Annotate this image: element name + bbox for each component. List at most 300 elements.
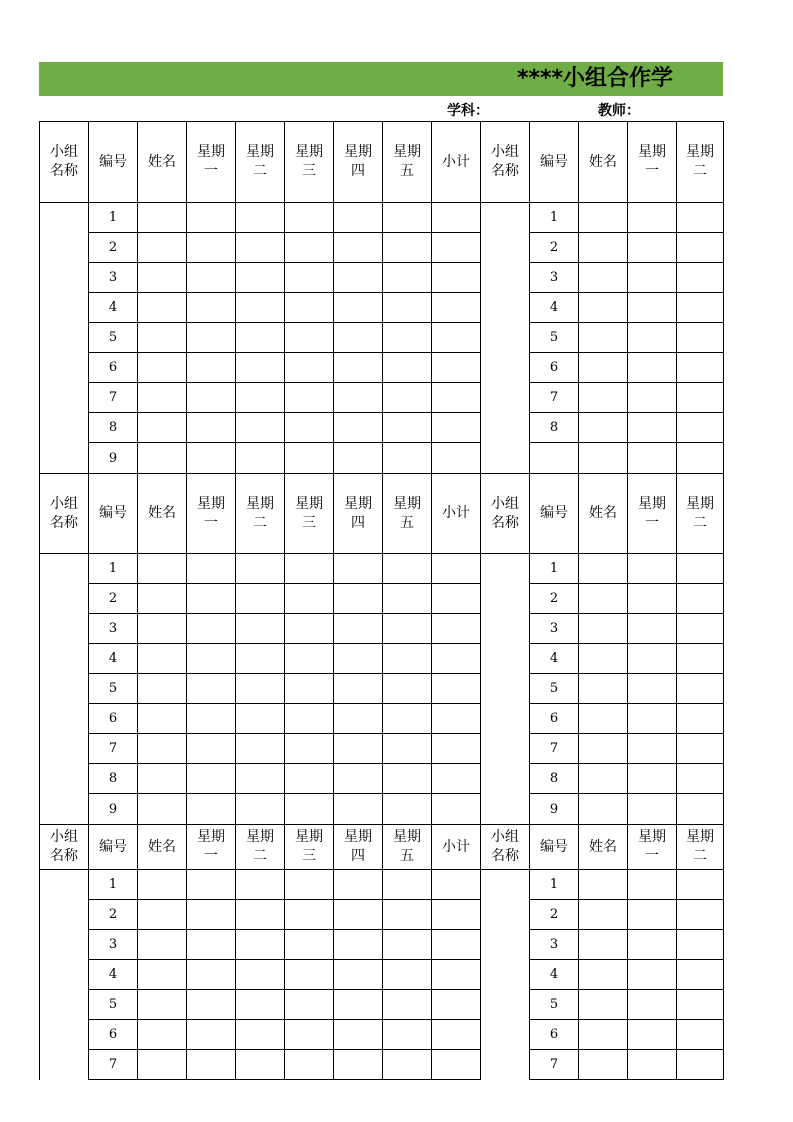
data-cell <box>382 763 431 793</box>
data-cell <box>627 1019 676 1049</box>
data-cell <box>186 262 235 292</box>
data-cell <box>676 673 724 703</box>
data-cell <box>235 352 284 382</box>
data-cell <box>627 412 676 442</box>
data-cell <box>578 322 627 352</box>
data-cell <box>676 989 724 1019</box>
data-cell <box>431 292 480 322</box>
data-cell <box>186 703 235 733</box>
row-number: 3 <box>529 613 578 643</box>
data-cell <box>137 232 186 262</box>
data-cell <box>627 733 676 763</box>
data-cell <box>382 959 431 989</box>
data-cell <box>333 1049 382 1080</box>
data-cell <box>186 553 235 583</box>
row-number: 7 <box>88 1049 137 1080</box>
data-cell <box>627 202 676 232</box>
header-cell: 姓名 <box>578 473 627 553</box>
data-cell <box>431 703 480 733</box>
data-cell <box>431 553 480 583</box>
header-cell: 星期 一 <box>186 824 235 869</box>
data-cell <box>676 793 724 824</box>
header-cell: 小组 名称 <box>480 121 529 202</box>
row-number: 3 <box>529 262 578 292</box>
header-cell: 星期 一 <box>186 473 235 553</box>
header-cell: 编号 <box>88 473 137 553</box>
data-cell <box>382 703 431 733</box>
row-number: 4 <box>529 292 578 322</box>
header-cell: 小组 名称 <box>480 824 529 869</box>
data-cell <box>333 959 382 989</box>
data-cell <box>578 869 627 899</box>
data-cell <box>676 292 724 322</box>
data-cell <box>284 733 333 763</box>
row-number: 8 <box>529 412 578 442</box>
data-cell <box>627 322 676 352</box>
data-cell <box>676 899 724 929</box>
data-cell <box>382 412 431 442</box>
data-cell <box>284 412 333 442</box>
data-cell <box>284 929 333 959</box>
row-number: 6 <box>529 703 578 733</box>
row-number: 1 <box>529 202 578 232</box>
data-cell <box>186 763 235 793</box>
data-cell <box>382 382 431 412</box>
data-cell <box>676 442 724 473</box>
data-cell <box>333 899 382 929</box>
data-cell <box>578 292 627 322</box>
data-cell <box>627 553 676 583</box>
data-cell <box>137 292 186 322</box>
data-cell <box>382 929 431 959</box>
data-cell <box>627 352 676 382</box>
group-name-cell <box>39 869 88 1080</box>
data-cell <box>284 793 333 824</box>
data-cell <box>186 733 235 763</box>
data-cell <box>284 869 333 899</box>
data-cell <box>578 673 627 703</box>
header-cell: 小计 <box>431 121 480 202</box>
data-cell <box>137 703 186 733</box>
data-cell <box>676 703 724 733</box>
header-cell: 星期 三 <box>284 824 333 869</box>
header-cell: 姓名 <box>137 121 186 202</box>
data-cell <box>382 989 431 1019</box>
data-cell <box>578 989 627 1019</box>
data-cell <box>137 1049 186 1080</box>
data-cell <box>382 202 431 232</box>
data-cell <box>284 262 333 292</box>
data-cell <box>284 322 333 352</box>
data-cell <box>578 382 627 412</box>
data-cell <box>578 202 627 232</box>
data-cell <box>186 442 235 473</box>
data-cell <box>235 703 284 733</box>
data-cell <box>431 232 480 262</box>
data-cell <box>284 202 333 232</box>
data-cell <box>284 442 333 473</box>
data-cell <box>627 382 676 412</box>
row-number: 1 <box>529 869 578 899</box>
data-cell <box>676 1019 724 1049</box>
data-cell <box>578 899 627 929</box>
row-number: 7 <box>88 382 137 412</box>
row-number: 1 <box>88 553 137 583</box>
data-cell <box>284 1049 333 1080</box>
data-cell <box>382 352 431 382</box>
data-cell <box>186 1019 235 1049</box>
data-cell <box>235 763 284 793</box>
row-number: 2 <box>88 583 137 613</box>
data-cell <box>284 352 333 382</box>
data-cell <box>431 869 480 899</box>
header-cell: 星期 二 <box>676 824 724 869</box>
row-number: 5 <box>529 673 578 703</box>
header-cell: 姓名 <box>578 824 627 869</box>
data-cell <box>186 382 235 412</box>
row-number: 3 <box>88 613 137 643</box>
data-cell <box>137 322 186 352</box>
row-number: 1 <box>529 553 578 583</box>
data-cell <box>578 959 627 989</box>
header-cell: 星期 一 <box>186 121 235 202</box>
data-cell <box>186 929 235 959</box>
row-number: 4 <box>529 643 578 673</box>
data-cell <box>676 1049 724 1080</box>
data-cell <box>333 322 382 352</box>
row-number: 5 <box>88 322 137 352</box>
row-number: 6 <box>88 352 137 382</box>
subject-label: 学科： <box>447 103 489 119</box>
data-cell <box>382 292 431 322</box>
row-number: 9 <box>88 442 137 473</box>
data-cell <box>382 1049 431 1080</box>
data-cell <box>186 412 235 442</box>
data-cell <box>676 643 724 673</box>
header-cell: 星期 二 <box>235 121 284 202</box>
data-cell <box>578 352 627 382</box>
data-cell <box>431 929 480 959</box>
data-cell <box>333 382 382 412</box>
data-cell <box>431 733 480 763</box>
data-cell <box>284 703 333 733</box>
data-cell <box>578 643 627 673</box>
data-cell <box>235 673 284 703</box>
data-cell <box>578 733 627 763</box>
data-cell <box>627 899 676 929</box>
data-cell <box>186 959 235 989</box>
data-cell <box>627 763 676 793</box>
data-cell <box>333 232 382 262</box>
data-cell <box>676 322 724 352</box>
data-cell <box>676 352 724 382</box>
data-cell <box>578 553 627 583</box>
data-cell <box>578 583 627 613</box>
header-cell: 编号 <box>88 121 137 202</box>
data-cell <box>382 262 431 292</box>
data-cell <box>578 929 627 959</box>
header-cell: 姓名 <box>137 473 186 553</box>
header-cell: 编号 <box>529 473 578 553</box>
data-cell <box>431 643 480 673</box>
data-cell <box>676 412 724 442</box>
data-cell <box>431 442 480 473</box>
row-number <box>529 442 578 473</box>
data-cell <box>284 583 333 613</box>
header-cell: 星期 三 <box>284 121 333 202</box>
data-cell <box>235 322 284 352</box>
data-cell <box>333 442 382 473</box>
data-cell <box>235 643 284 673</box>
data-cell <box>382 899 431 929</box>
data-cell <box>186 583 235 613</box>
data-cell <box>333 793 382 824</box>
data-cell <box>235 262 284 292</box>
data-cell <box>676 763 724 793</box>
data-cell <box>578 1049 627 1080</box>
header-cell: 小组 名称 <box>39 824 88 869</box>
header-cell: 星期 二 <box>676 473 724 553</box>
data-cell <box>627 613 676 643</box>
title-banner <box>39 62 723 96</box>
data-cell <box>137 262 186 292</box>
row-number: 4 <box>529 959 578 989</box>
row-number: 7 <box>529 733 578 763</box>
data-cell <box>382 442 431 473</box>
data-cell <box>137 553 186 583</box>
data-cell <box>284 959 333 989</box>
data-cell <box>235 1019 284 1049</box>
data-cell <box>235 412 284 442</box>
data-cell <box>676 959 724 989</box>
data-cell <box>235 989 284 1019</box>
data-cell <box>186 232 235 262</box>
row-number: 8 <box>529 763 578 793</box>
data-cell <box>676 202 724 232</box>
data-cell <box>627 292 676 322</box>
data-cell <box>186 322 235 352</box>
row-number: 4 <box>88 959 137 989</box>
row-number: 6 <box>529 1019 578 1049</box>
data-cell <box>186 202 235 232</box>
data-cell <box>578 1019 627 1049</box>
data-cell <box>382 1019 431 1049</box>
data-cell <box>382 232 431 262</box>
data-cell <box>382 733 431 763</box>
group-name-cell <box>39 553 88 824</box>
data-cell <box>235 613 284 643</box>
data-cell <box>431 763 480 793</box>
data-cell <box>382 613 431 643</box>
header-cell: 星期 五 <box>382 121 431 202</box>
row-number: 5 <box>529 989 578 1019</box>
data-cell <box>235 869 284 899</box>
data-cell <box>676 869 724 899</box>
data-cell <box>431 322 480 352</box>
data-cell <box>137 733 186 763</box>
data-cell <box>137 202 186 232</box>
data-cell <box>578 703 627 733</box>
data-cell <box>186 352 235 382</box>
row-number: 2 <box>88 232 137 262</box>
data-cell <box>235 382 284 412</box>
header-cell: 编号 <box>529 824 578 869</box>
row-number: 6 <box>88 1019 137 1049</box>
data-cell <box>627 929 676 959</box>
data-cell <box>431 1049 480 1080</box>
data-cell <box>431 262 480 292</box>
data-cell <box>676 232 724 262</box>
group-name-cell <box>480 202 529 473</box>
data-cell <box>235 1049 284 1080</box>
header-cell: 星期 五 <box>382 473 431 553</box>
data-cell <box>578 412 627 442</box>
data-cell <box>333 643 382 673</box>
data-cell <box>137 352 186 382</box>
data-cell <box>333 763 382 793</box>
data-cell <box>333 703 382 733</box>
header-cell: 星期 四 <box>333 824 382 869</box>
data-cell <box>235 583 284 613</box>
data-cell <box>333 733 382 763</box>
data-cell <box>627 262 676 292</box>
data-cell <box>627 583 676 613</box>
data-cell <box>431 583 480 613</box>
header-cell: 星期 一 <box>627 824 676 869</box>
data-cell <box>235 929 284 959</box>
row-number: 1 <box>88 869 137 899</box>
data-cell <box>284 1019 333 1049</box>
data-cell <box>676 583 724 613</box>
data-cell <box>186 292 235 322</box>
row-number: 8 <box>88 763 137 793</box>
data-cell <box>676 929 724 959</box>
data-cell <box>431 989 480 1019</box>
data-cell <box>382 553 431 583</box>
data-cell <box>627 959 676 989</box>
row-number: 5 <box>88 989 137 1019</box>
row-number: 7 <box>88 733 137 763</box>
header-cell: 小组 名称 <box>39 121 88 202</box>
data-cell <box>333 292 382 322</box>
data-cell <box>333 412 382 442</box>
data-cell <box>137 763 186 793</box>
data-cell <box>333 553 382 583</box>
data-cell <box>676 382 724 412</box>
row-number: 4 <box>88 643 137 673</box>
data-cell <box>186 869 235 899</box>
header-cell: 小计 <box>431 824 480 869</box>
data-cell <box>431 899 480 929</box>
header-cell: 小组 名称 <box>480 473 529 553</box>
data-cell <box>284 232 333 262</box>
data-cell <box>284 613 333 643</box>
data-cell <box>186 613 235 643</box>
row-number: 3 <box>529 929 578 959</box>
data-cell <box>431 959 480 989</box>
data-cell <box>137 959 186 989</box>
data-cell <box>333 262 382 292</box>
header-cell: 星期 五 <box>382 824 431 869</box>
row-number: 9 <box>529 793 578 824</box>
data-cell <box>235 899 284 929</box>
data-cell <box>676 733 724 763</box>
data-cell <box>284 763 333 793</box>
data-cell <box>627 869 676 899</box>
data-cell <box>431 382 480 412</box>
row-number: 5 <box>88 673 137 703</box>
data-cell <box>137 1019 186 1049</box>
data-cell <box>137 613 186 643</box>
data-cell <box>382 869 431 899</box>
header-cell: 星期 四 <box>333 473 382 553</box>
data-cell <box>137 899 186 929</box>
data-cell <box>431 202 480 232</box>
data-cell <box>627 442 676 473</box>
row-number: 8 <box>88 412 137 442</box>
data-cell <box>333 202 382 232</box>
data-cell <box>137 442 186 473</box>
data-cell <box>676 262 724 292</box>
data-cell <box>578 763 627 793</box>
data-cell <box>186 793 235 824</box>
header-cell: 姓名 <box>137 824 186 869</box>
row-number: 9 <box>88 793 137 824</box>
data-cell <box>137 929 186 959</box>
row-number: 6 <box>529 352 578 382</box>
data-cell <box>284 673 333 703</box>
data-cell <box>235 733 284 763</box>
data-cell <box>235 202 284 232</box>
header-cell: 星期 一 <box>627 473 676 553</box>
data-cell <box>333 929 382 959</box>
row-number: 5 <box>529 322 578 352</box>
data-cell <box>333 673 382 703</box>
header-cell: 姓名 <box>578 121 627 202</box>
group-name-cell <box>480 553 529 824</box>
data-cell <box>627 703 676 733</box>
data-cell <box>186 899 235 929</box>
data-cell <box>627 643 676 673</box>
row-number: 7 <box>529 1049 578 1080</box>
data-cell <box>186 643 235 673</box>
group-name-cell <box>480 869 529 1080</box>
header-cell: 星期 二 <box>676 121 724 202</box>
row-number: 2 <box>88 899 137 929</box>
header-cell: 小组 名称 <box>39 473 88 553</box>
header-cell: 星期 三 <box>284 473 333 553</box>
data-cell <box>333 583 382 613</box>
data-cell <box>333 1019 382 1049</box>
data-cell <box>186 989 235 1019</box>
header-cell: 小计 <box>431 473 480 553</box>
data-cell <box>382 643 431 673</box>
data-cell <box>186 1049 235 1080</box>
header-cell: 星期 二 <box>235 824 284 869</box>
data-cell <box>235 292 284 322</box>
teacher-label: 教师： <box>598 103 640 119</box>
data-cell <box>431 352 480 382</box>
data-cell <box>137 412 186 442</box>
data-cell <box>137 583 186 613</box>
group-name-cell <box>39 202 88 473</box>
header-cell: 编号 <box>88 824 137 869</box>
page-title: ****小组合作学 <box>517 66 674 91</box>
data-cell <box>333 869 382 899</box>
row-number: 1 <box>88 202 137 232</box>
data-cell <box>235 793 284 824</box>
row-number: 3 <box>88 929 137 959</box>
